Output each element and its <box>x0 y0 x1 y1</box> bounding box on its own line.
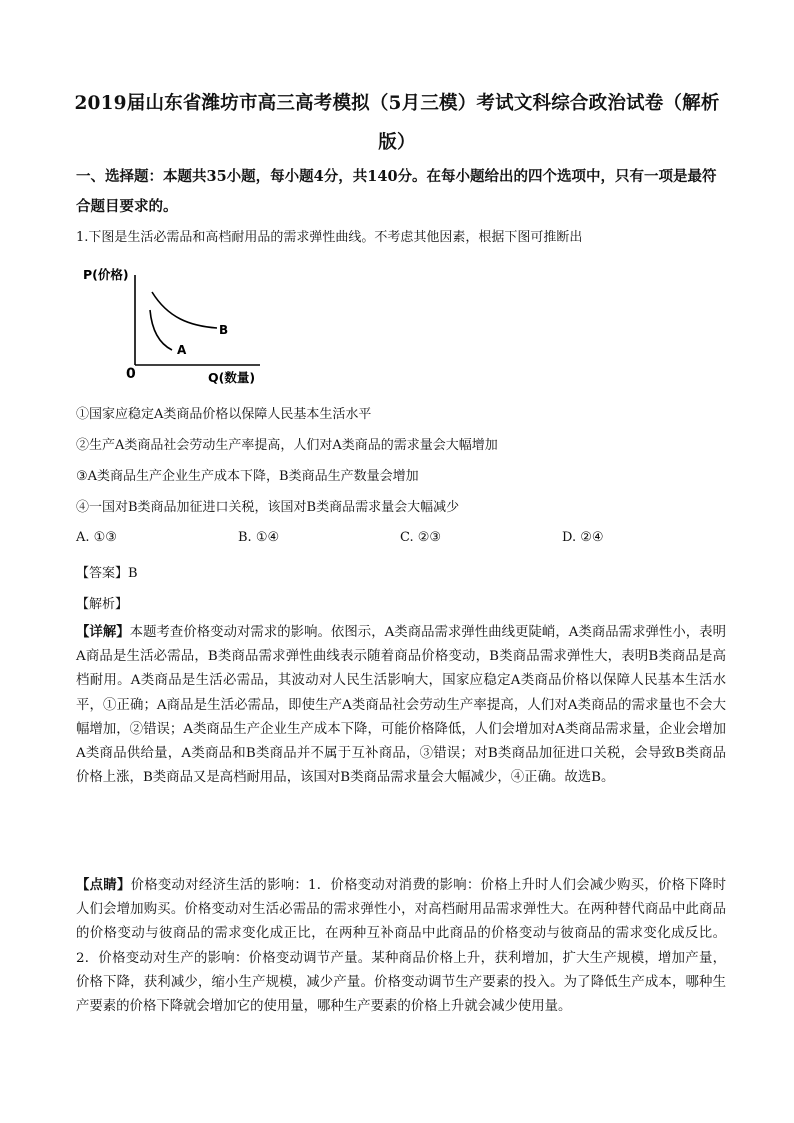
document-title: 2019届山东省潍坊市高三高考模拟（5月三模）考试文科综合政治试卷（解析版） <box>74 93 720 153</box>
answer-options <box>76 530 726 550</box>
graph-svg <box>80 262 280 390</box>
option-b: B. ①④ <box>238 530 280 545</box>
curve-b <box>152 292 217 328</box>
comment-paragraph <box>76 873 726 1019</box>
detail-text: 本题考查价格变动对需求的影响。依图示，A类商品需求弹性曲线更陡峭，A类商品需求弹性小，表明A商品是生活必需品，B类商品需求弹性曲线表示随着商品价格变动，B类商品需求弹性大，表明B类商品是高档耐用。A类商品是生活必需品，其波动对人民生活影响大，国家应稳定A类商品价格以保障人民基本生活水平，①正确；A商品是生活必需品，即使生产A类商品社会劳动生产率提高，人们对A类商品的需求量也不会大幅增加，②错误；A类商品生产企业生产成本下降，可能价格降低，人们会增加对A类商品需求量，企业会增加A类商品供给量，A类商品和B类商品并不属于互补商品，③错误；对B类商品加征进口关税，会导致B类商品价格上涨，B类商品又是高档耐用品，该国对B类商品需求量会大幅减少，④正确。故选B。 <box>76 625 726 786</box>
curve-a <box>150 310 172 350</box>
comment-tag: 【点睛】 <box>76 877 131 893</box>
statement-4: ④一国对B类商品加征进口关税，该国对B类商品需求量会大幅减少 <box>76 500 460 515</box>
detail-paragraph <box>76 620 726 790</box>
analysis-label: 【解析】 <box>76 597 129 612</box>
section-heading: 一、选择题：本题共35小题，每小题4分，共140分。在每小题给出的四个选项中，只有一项是最符合题目要求的。 <box>76 168 717 215</box>
option-c: C. ②③ <box>400 530 442 545</box>
option-d: D. ②④ <box>562 530 604 545</box>
option-a: A. ①③ <box>76 530 117 545</box>
curve-a-label: A <box>177 343 187 357</box>
comment-text: 价格变动对经济生活的影响：1．价格变动对消费的影响：价格上升时人们会减少购买，价格下降时人们会增加购买。价格变动对生活必需品的需求弹性小，对高档耐用品需求弹性大。在两种替代商品中此商品的价格变动与彼商品的需求变化成正比，在两种互补商品中此商品的价格变动与彼商品的需求变化成反比。2．价格变动对生产的影响：价格变动调节产量。某种商品价格上升，获利增加，扩大生产规模，增加产量，价格下降，获利减少，缩小生产规模，减少产量。价格变动调节生产要素的投入。为了降低生产成本，哪种生产要素的价格下降就会增加它的使用量，哪种生产要素的价格上升就会减少使用量。 <box>76 878 726 1015</box>
x-axis-label: Q(数量) <box>208 370 256 385</box>
statement-1: ①国家应稳定A类商品价格以保障人民基本生活水平 <box>76 407 372 422</box>
statement-3: ③A类商品生产企业生产成本下降，B类商品生产数量会增加 <box>76 469 419 484</box>
statement-2: ②生产A类商品社会劳动生产率提高，人们对A类商品的需求量会大幅增加 <box>76 438 498 453</box>
demand-elasticity-graph <box>80 262 280 390</box>
curve-b-label: B <box>219 323 229 337</box>
y-axis-label: P(价格) <box>83 267 129 282</box>
origin-label: 0 <box>126 366 136 382</box>
question-stem: 1.下图是生活必需品和高档耐用品的需求弹性曲线。不考虑其他因素，根据下图可推断出 <box>76 230 583 245</box>
detail-tag: 【详解】 <box>76 624 130 640</box>
answer-label: 【答案】B <box>76 566 138 581</box>
